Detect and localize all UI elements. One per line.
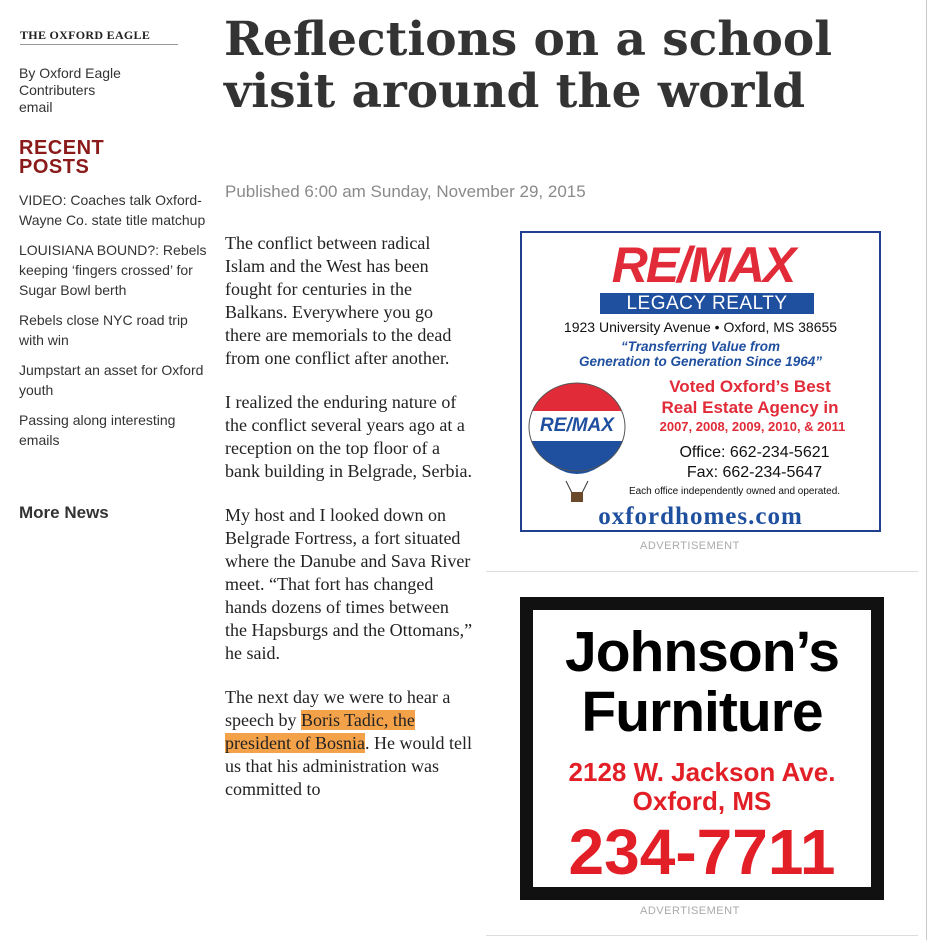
remax-address: 1923 University Avenue • Oxford, MS 38655 <box>563 319 838 335</box>
johnsons-name-line: Johnson’s <box>565 620 839 684</box>
remax-voted-line: Real Estate Agency in <box>661 398 839 417</box>
johnsons-phone: 234-7711 <box>568 816 836 888</box>
recent-posts-list <box>19 190 214 460</box>
paragraph-text: . He would tell us that his administration was committed to <box>225 733 472 799</box>
page-border <box>926 0 927 940</box>
remax-advertisement[interactable] <box>520 231 881 532</box>
remax-tagline-line: “Transferring Value from <box>620 339 781 354</box>
johnsons-address-line: 2128 W. Jackson Ave. <box>568 757 836 787</box>
remax-legacy-banner: LEGACY REALTY <box>600 293 814 314</box>
byline-email-link[interactable]: email <box>19 99 53 115</box>
paragraph-text: The next day we were to hear a speech by <box>225 687 451 730</box>
advertisement-label: ADVERTISEMENT <box>640 540 740 552</box>
remax-fax: Fax: 662-234-5647 <box>686 464 823 481</box>
byline-author[interactable]: By Oxford Eagle <box>19 65 121 81</box>
masthead-logo[interactable]: THE OXFORD EAGLE <box>20 28 151 42</box>
remax-tagline <box>522 339 879 369</box>
remax-logo: RE/MAX <box>611 237 795 293</box>
recent-post-link[interactable]: LOUISIANA BOUND?: Rebels keeping ‘fingers crossed’ for Sugar Bowl berth <box>19 242 207 298</box>
article-paragraph: I realized the enduring nature of the conflict several years ago at a reception on the top floor of a bank building in Belgrade, Serbia. <box>225 392 472 481</box>
remax-website: oxfordhomes.com <box>598 503 803 530</box>
recent-heading-line-1: RECENT <box>19 137 105 159</box>
remax-years: 2007, 2008, 2009, 2010, & 2011 <box>659 419 846 434</box>
ad-divider <box>486 935 918 936</box>
johnsons-furniture-advertisement[interactable] <box>520 597 884 900</box>
johnsons-name <box>533 622 871 742</box>
advertisement-label: ADVERTISEMENT <box>640 905 740 917</box>
recent-post-link[interactable]: Passing along interesting emails <box>19 412 176 448</box>
johnsons-address <box>533 758 871 816</box>
article-body <box>225 232 473 822</box>
ad-divider <box>486 571 918 572</box>
byline-contributors[interactable]: Contributers <box>19 82 96 98</box>
more-news-link[interactable]: More News <box>19 503 109 522</box>
article-paragraph <box>225 686 473 801</box>
recent-post-link[interactable]: Rebels close NYC road trip with win <box>19 312 188 348</box>
balloon-logo-text: RE/MAX <box>540 415 614 436</box>
recent-posts-heading <box>19 139 149 177</box>
article-paragraph: My host and I looked down on Belgrade Fortress, a fort situated where the Danube and Sava River meet. “That fort has changed hands dozens of times between the Hapsburgs and the Ottomans,” he said. <box>225 505 473 663</box>
recent-post-link[interactable]: VIDEO: Coaches talk Oxford-Wayne Co. state title matchup <box>19 192 206 228</box>
remax-tagline-line: Generation to Generation Since 1964” <box>578 354 823 369</box>
remax-phones <box>657 443 852 483</box>
article-headline: Reflections on a school visit around the world <box>224 12 833 119</box>
byline <box>19 65 179 116</box>
recent-post-link[interactable]: Jumpstart an asset for Oxford youth <box>19 362 204 398</box>
masthead-rule <box>20 44 178 45</box>
johnsons-address-line: Oxford, MS <box>632 786 772 816</box>
johnsons-ad-panel <box>533 610 871 887</box>
remax-office-phone: Office: 662-234-5621 <box>679 444 830 461</box>
recent-heading-line-2: POSTS <box>19 156 90 178</box>
article-paragraph: The conflict between radical Islam and the West has been fought for centuries in the Balkans. Everywhere you go there are memorials to the dead from one conflict after another. <box>225 233 452 368</box>
johnsons-name-line: Furniture <box>581 680 823 744</box>
highlighted-text: Boris Tadic, the president of Bosnia <box>225 710 415 753</box>
published-date: Published 6:00 am Sunday, November 29, 2015 <box>225 182 586 201</box>
remax-disclaimer: Each office independently owned and operated. <box>628 486 841 497</box>
remax-voted-line: Voted Oxford’s Best <box>669 377 831 396</box>
remax-voted-text <box>625 376 875 418</box>
